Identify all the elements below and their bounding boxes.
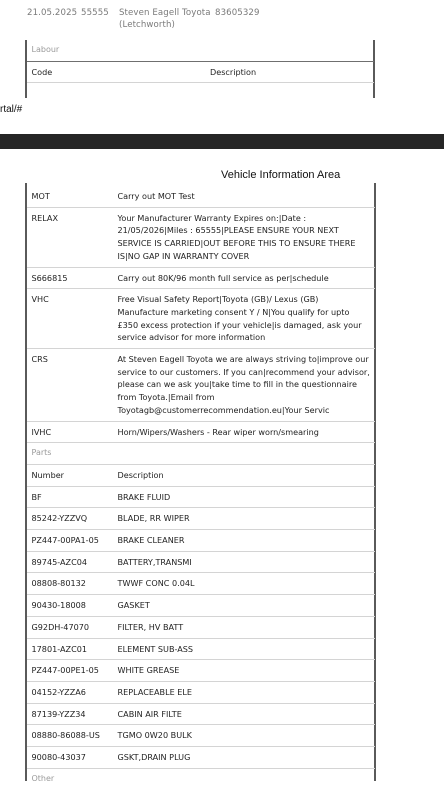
part-number: 08808-80132 <box>27 573 108 595</box>
url-fragment[interactable]: rtal/# <box>0 104 23 115</box>
part-description: BRAKE FLUID <box>108 486 375 508</box>
col-description-header: Description <box>200 61 374 83</box>
labour-rows <box>27 186 375 443</box>
parts-row <box>27 508 375 530</box>
part-description: FILTER, HV BATT <box>108 616 375 638</box>
col-parts-description-header: Description <box>108 464 375 486</box>
parts-row <box>27 638 375 660</box>
labour-description: Horn/Wipers/Washers - Rear wiper worn/smearing <box>108 421 375 443</box>
parts-row <box>27 747 375 769</box>
parts-row <box>27 486 375 508</box>
part-number: 87139-YZZ34 <box>27 703 108 725</box>
part-description: WHITE GREASE <box>108 660 375 682</box>
part-number: 04152-YZZA6 <box>27 681 108 703</box>
part-number: 89745-AZC04 <box>27 551 108 573</box>
part-description: ELEMENT SUB-ASS <box>108 638 375 660</box>
parts-row <box>27 616 375 638</box>
part-number: 08880-86088-US <box>27 725 108 747</box>
parts-row <box>27 551 375 573</box>
labour-description: Free Visual Safety Report|Toyota (GB)/ Lexus (GB) Manufacture marketing consent Y / N|You qualify for upto £350 excess protection if your vehicle|is damaged, ask your service advisor for more information <box>108 289 375 349</box>
other-section-label: Other <box>27 768 375 789</box>
part-number: PZ447-00PA1-05 <box>27 530 108 552</box>
part-description: TGMO 0W20 BULK <box>108 725 375 747</box>
parts-row <box>27 703 375 725</box>
labour-row <box>27 421 375 443</box>
labour-row <box>27 186 375 207</box>
part-description: BRAKE CLEANER <box>108 530 375 552</box>
labour-row <box>27 289 375 349</box>
labour-row <box>27 207 375 267</box>
labour-row <box>27 349 375 422</box>
header-ref: 83605329 <box>215 8 260 18</box>
header-date: 21.05.2025 <box>27 8 78 18</box>
parts-rows <box>27 486 375 768</box>
labour-description: At Steven Eagell Toyota we are always striving to|improve our service to our customers. If you can|recommend your advisor, please can we ask you|take time to fill in the questionnaire from Toyota.|Email from Toyotagb@customerrecommendation.eu|Your Servic <box>108 349 375 422</box>
dealer-location: (Letchworth) <box>119 20 176 30</box>
part-number: 90080-43037 <box>27 747 108 769</box>
labour-section-label: Labour <box>31 45 60 54</box>
part-number: 17801-AZC01 <box>27 638 108 660</box>
vehicle-info-table <box>27 186 375 790</box>
part-number: G92DH-47070 <box>27 616 108 638</box>
parts-section <box>27 443 375 486</box>
dealer-name: Steven Eagell Toyota <box>119 8 211 18</box>
part-number: 90430-18008 <box>27 595 108 617</box>
labour-description: Carry out 80K/96 month full service as per|schedule <box>108 267 375 289</box>
col-number-header: Number <box>27 464 108 486</box>
parts-row <box>27 660 375 682</box>
labour-code: IVHC <box>27 421 108 443</box>
labour-code: VHC <box>27 289 108 349</box>
labour-row <box>27 267 375 289</box>
labour-code: S666815 <box>27 267 108 289</box>
labour-code: MOT <box>31 191 50 201</box>
part-description: GASKET <box>108 595 375 617</box>
vehicle-area-title: Vehicle Information Area <box>221 169 341 181</box>
parts-row <box>27 595 375 617</box>
labour-header-table <box>27 40 374 101</box>
part-description: REPLACEABLE ELE <box>108 681 375 703</box>
part-description: BATTERY,TRANSMI <box>108 551 375 573</box>
parts-section-label: Parts <box>27 443 375 465</box>
part-number: PZ447-00PE1-05 <box>27 660 108 682</box>
part-description: TWWF CONC 0.04L <box>108 573 375 595</box>
part-description: GSKT,DRAIN PLUG <box>108 747 375 769</box>
header-number: 55555 <box>81 8 109 18</box>
parts-row <box>27 530 375 552</box>
part-description: BLADE, RR WIPER <box>108 508 375 530</box>
other-section <box>27 768 375 789</box>
parts-row <box>27 573 375 595</box>
labour-code: CRS <box>27 349 108 422</box>
dark-divider-bar <box>0 134 444 149</box>
part-description: CABIN AIR FILTE <box>108 703 375 725</box>
labour-description: Carry out MOT Test <box>117 191 195 201</box>
col-code-header: Code <box>27 61 201 83</box>
labour-description: Your Manufacturer Warranty Expires on:|Date : 21/05/2026|Miles : 65555|PLEASE ENSURE YOUR NEXT SERVICE IS CARRIED|OUT BEFORE THIS TO ENSURE THERE IS|NO GAP IN WARRANTY COVER <box>108 207 375 267</box>
labour-code: RELAX <box>27 207 108 267</box>
parts-row <box>27 681 375 703</box>
parts-row <box>27 725 375 747</box>
part-number: BF <box>27 486 108 508</box>
part-number: 85242-YZZVQ <box>27 508 108 530</box>
